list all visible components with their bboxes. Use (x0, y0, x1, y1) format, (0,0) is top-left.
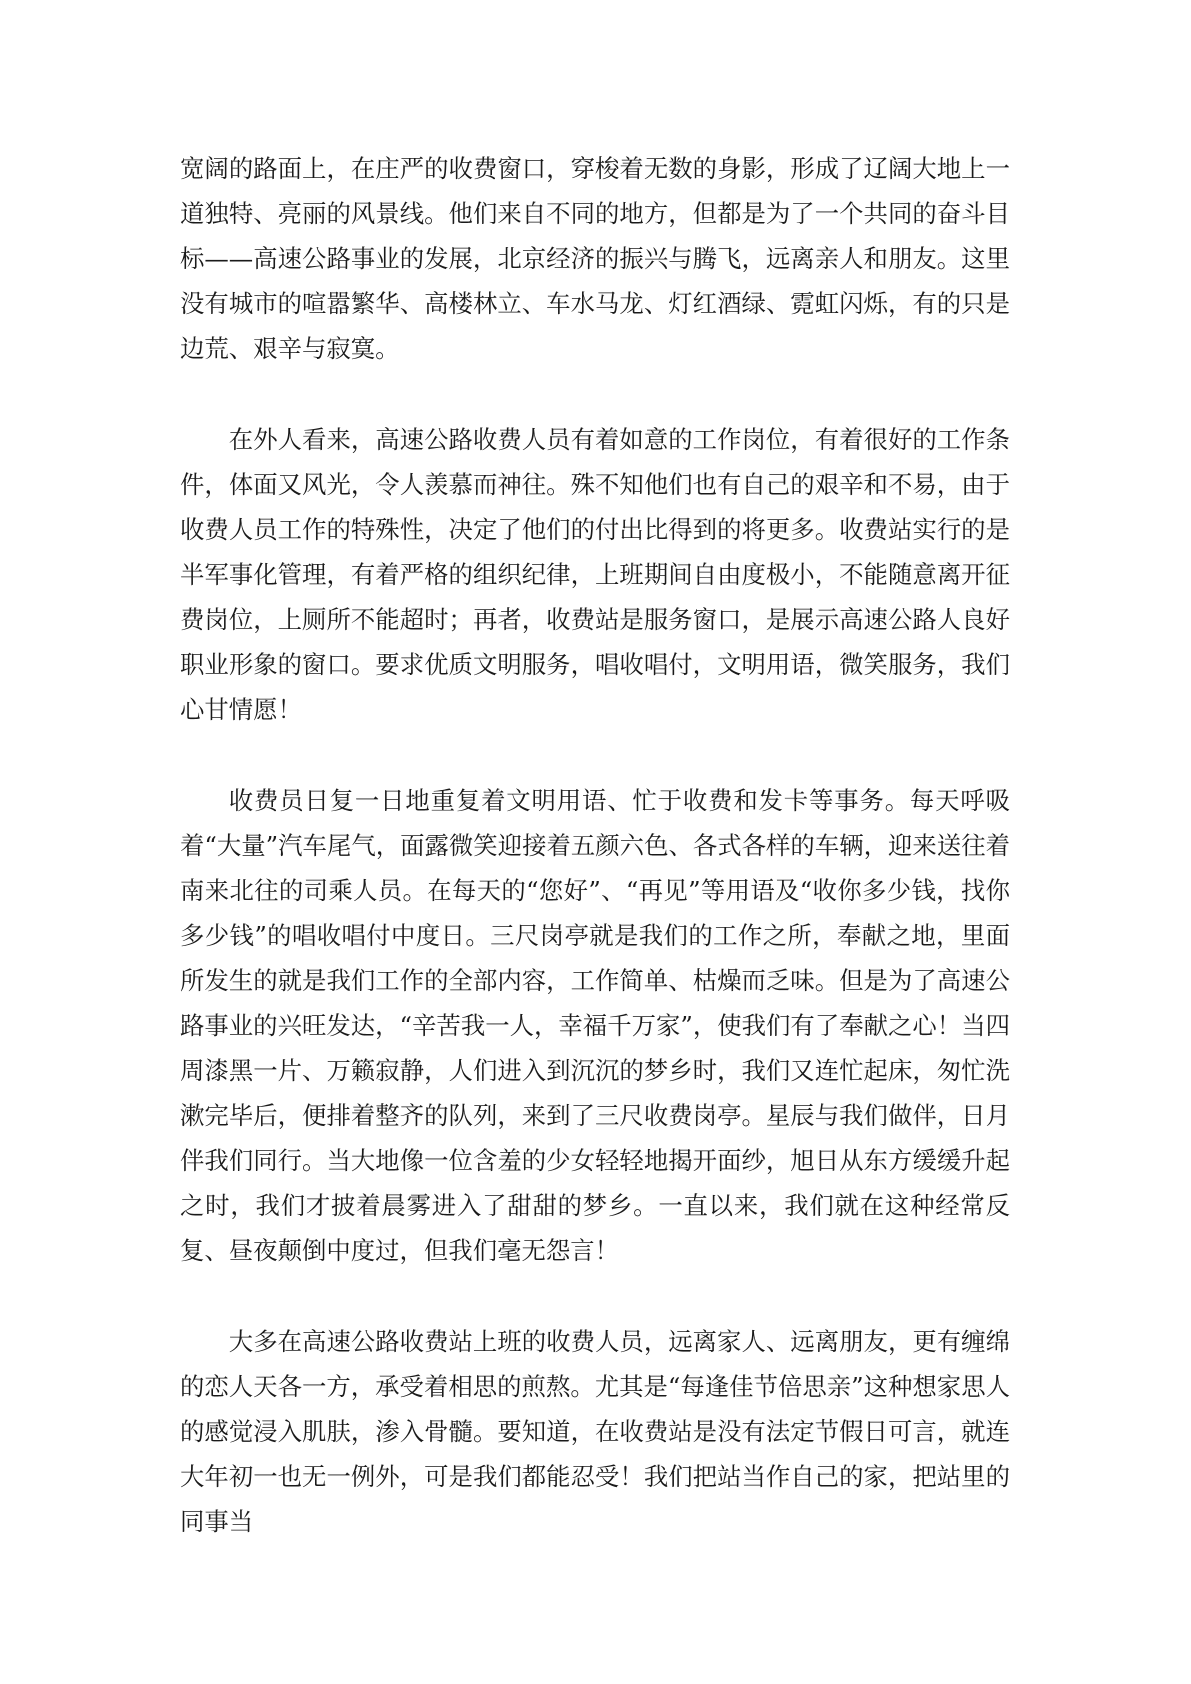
paragraph-2: 在外人看来，高速公路收费人员有着如意的工作岗位，有着很好的工作条件，体面又风光，令人羡慕而神往。殊不知他们也有自己的艰辛和不易，由于收费人员工作的特殊性，决定了他们的付出比得到的将更多。收费站实行的是半军事化管理，有着严格的组织纪律，上班期间自由度极小，不能随意离开征费岗位，上厕所不能超时；再者，收费站是服务窗口，是展示高速公路人良好职业形象的窗口。要求优质文明服务，唱收唱付，文明用语，微笑服务，我们心甘情愿！ (180, 425, 1010, 724)
paragraph-4: 大多在高速公路收费站上班的收费人员，远离家人、远离朋友，更有缠绵的恋人天各一方，承受着相思的煎熬。尤其是“每逢佳节倍思亲”这种想家思人的感觉浸入肌肤，渗入骨髓。要知道，在收费站是没有法定节假日可言，就连大年初一也无一例外，可是我们都能忍受！我们把站当作自己的家，把站里的同事当 (180, 1327, 1010, 1536)
paragraph-3: 收费员日复一日地重复着文明用语、忙于收费和发卡等事务。每天呼吸着“大量”汽车尾气，面露微笑迎接着五颜六色、各式各样的车辆，迎来送往着南来北往的司乘人员。在每天的“您好”、“再见”等用语及“收你多少钱，找你多少钱”的唱收唱付中度日。三尺岗亭就是我们的工作之所，奉献之地，里面所发生的就是我们工作的全部内容，工作简单、枯燥而乏味。但是为了高速公路事业的兴旺发达，“辛苦我一人，幸福千万家”，使我们有了奉献之心！当四周漆黑一片、万籁寂静，人们进入到沉沉的梦乡时，我们又连忙起床，匆忙洗漱完毕后，便排着整齐的队列，来到了三尺收费岗亭。星辰与我们做伴，日月伴我们同行。当大地像一位含羞的少女轻轻地揭开面纱，旭日从东方缓缓升起之时，我们才披着晨雾进入了甜甜的梦乡。一直以来，我们就在这种经常反复、昼夜颠倒中度过，但我们毫无怨言！ (180, 786, 1010, 1265)
paragraph-1: 宽阔的路面上，在庄严的收费窗口，穿梭着无数的身影，形成了辽阔大地上一道独特、亮丽的风景线。他们来自不同的地方，但都是为了一个共同的奋斗目标——高速公路事业的发展，北京经济的振兴与腾飞，远离亲人和朋友。这里没有城市的喧嚣繁华、高楼林立、车水马龙、灯红酒绿、霓虹闪烁，有的只是边荒、艰辛与寂寞。 (180, 154, 1010, 363)
document-body (180, 146, 1010, 1590)
